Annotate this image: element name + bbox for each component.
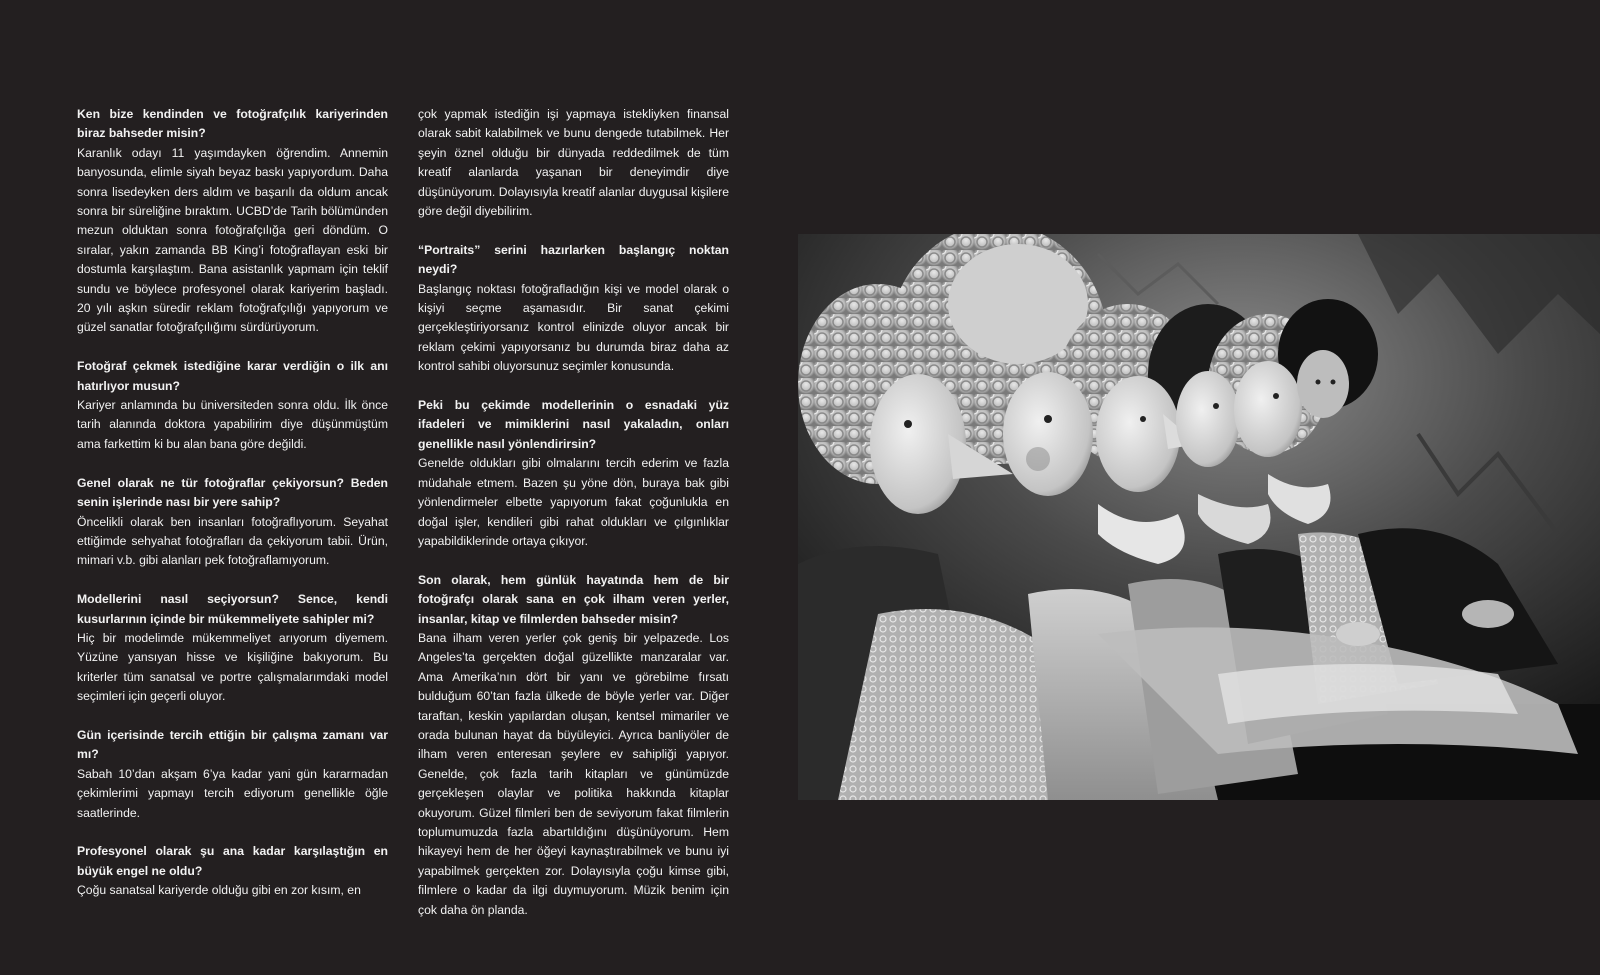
interview-item [77, 105, 388, 338]
interview-item [418, 396, 729, 551]
interview-question: Gün içerisinde tercih ettiğin bir çalışma zamanı var mı? [77, 727, 388, 762]
interview-answer: Karanlık odayı 11 yaşımdayken öğrendim. Annemin banyosunda, elimle siyah beyaz baskı yapıyordum. Daha sonra lisedeyken ders aldım ve başarılı da oldum ancak sonra bir süreliğine bıraktım. UCBD’de Tarih bölümünden mezun olduktan sonra fotoğrafçılığa geri döndüm. O sıralar, yakın zamanda BB King’i fotoğraflayan eski bir dostumla karşılaştım. Bana asistanlık yapmam için teklif sundu ve böylece profesyonel olarak kariyerim başladı. 20 yılı aşkın süredir reklam fotoğrafçılığı yapıyorum ve güzel sanatlar fotoğrafçılığımı sürdürüyorum. [77, 145, 388, 335]
interview-item [418, 241, 729, 377]
interview-answer: Çoğu sanatsal kariyerde olduğu gibi en zor kısım, en [77, 883, 361, 898]
interview-answer: Öncelikli olarak ben insanları fotoğraflıyorum. Seyahat ettiğimde sehyahat fotoğrafları da çekiyorum tabii. Ürün, mimari v.b. gibi alanları pek fotoğraflamıyorum. [77, 514, 388, 568]
interview-answer: Bana ilham veren yerler çok geniş bir yelpazede. Los Angeles’ta gerçekten doğal güzellikte manzaralar var. Ama Amerika’nın dört bir yanı ve görebilme fırsatı bulduğum 60’tan fazla ülkede de böyle yerler var. Diğer taraftan, keskin yapılardan oluşan, kentsel mimariler ve orada bulunan hayat da büyüleyici. Ayrıca banliyöler de ilham veren enteresan şeylere ev sahipliği yapıyor. Genelde, çok fazla tarih kitapları ve günümüzde gerçekleşen olaylar ve politika hakkında kitaplar okuyorum. Güzel filmleri ben de seviyorum fakat filmlerin toplumumuzda fazla abartıldığını düşünüyorum. Hem hikayeyi hem de her öğeyi kaynaştırabilmek ve bunu iyi yapabilmek gerçekten zor. Dolayısıyla çoğu kimse gibi, filmlere o kadar da ilgi duymuyorum. Müzik benim için çok daha ön planda. [418, 630, 729, 917]
left-text-column [77, 105, 388, 901]
interview-item [77, 474, 388, 571]
interview-item [77, 590, 388, 706]
interview-question: Genel olarak ne tür fotoğraflar çekiyorsun? Beden senin işlerinde nası bir yere sahip? [77, 475, 388, 510]
interview-question: Profesyonel olarak şu ana kadar karşılaştığın en büyük engel ne oldu? [77, 844, 388, 878]
interview-answer: Başlangıç noktası fotoğrafladığın kişi ve model olarak o kişiyi seçme aşamasıdır. Bir sanat çekimi gerçekleştiriyorsanız kontrol elinizde oluyor ancak bir reklam çekimi yapıyorsanız bu durumda biraz daha az kontrol sahibi oluyorsunuz seçimler konusunda. [418, 281, 729, 374]
interview-answer: Hiç bir modelimde mükemmeliyet arıyorum diyemem. Yüzüne yansıyan hisse ve kişiliğine bakıyorum. Bu kriterler tüm sanatsal ve portre çalışmalarımdaki model seçimleri için geçerli oluyor. [77, 630, 388, 704]
interview-question: Modellerini nasıl seçiyorsun? Sence, kendi kusurlarının içinde bir mükemmeliyete sahipler mi? [77, 592, 388, 626]
interview-question: Son olarak, hem günlük hayatında hem de bir fotoğrafçı olarak sana en çok ilham veren yerler, insanlar, kitap ve filmlerden bahseder misin? [418, 572, 729, 626]
interview-question: Ken bize kendinden ve fotoğrafçılık kariyerinden biraz bahseder misin? [77, 107, 388, 141]
portrait-photograph [798, 234, 1600, 800]
interview-answer: Kariyer anlamında bu üniversiteden sonra oldu. İlk önce tarih alanında doktora yapabilirim diye düşünmüştüm ama farkettim ki bu alan bana göre değildi. [77, 398, 388, 451]
interview-item [77, 842, 388, 900]
interview-question: “Portraits” serini hazırlarken başlangıç noktan neydi? [418, 242, 729, 277]
middle-text-column [418, 105, 729, 920]
interview-item [418, 571, 729, 920]
answer-continuation: çok yapmak istediğin işi yapmaya istekliyken finansal olarak sabit kalabilmek ve bunu dengede tutabilmek. Her şeyin öznel olduğu bir dünyada reddedilmek de tüm kreatif alanlarda yaşanan bir deneyimdir diye düşünüyorum. Dolayısıyla kreatif alanlar duygusal kişilere göre değil diyebilirim. [418, 107, 729, 219]
interview-answer: Genelde oldukları gibi olmalarını tercih ederim ve fazla müdahale etmem. Bazen şu yöne dön, buraya bak gibi yönlendirmeler elbette yapıyorum fakat çoğunlukla en doğal işler, kendileri gibi rahat oldukları ve çılgınlıklar yapabildiklerinde ortaya çıkıyor. [418, 456, 729, 548]
interview-item [77, 726, 388, 823]
interview-question: Peki bu çekimde modellerinin o esnadaki yüz ifadeleri ve mimiklerini nasıl yakaladın, onları genellikle nasıl yönlendirirsin? [418, 398, 729, 451]
interview-answer: Sabah 10’dan akşam 6’ya kadar yani gün kararmadan çekimlerimi yapmayı tercih ediyorum genellikle öğle saatlerinde. [77, 766, 388, 820]
interview-question: Fotoğraf çekmek istediğine karar verdiğin o ilk anı hatırlıyor musun? [77, 359, 388, 393]
interview-item [77, 357, 388, 454]
